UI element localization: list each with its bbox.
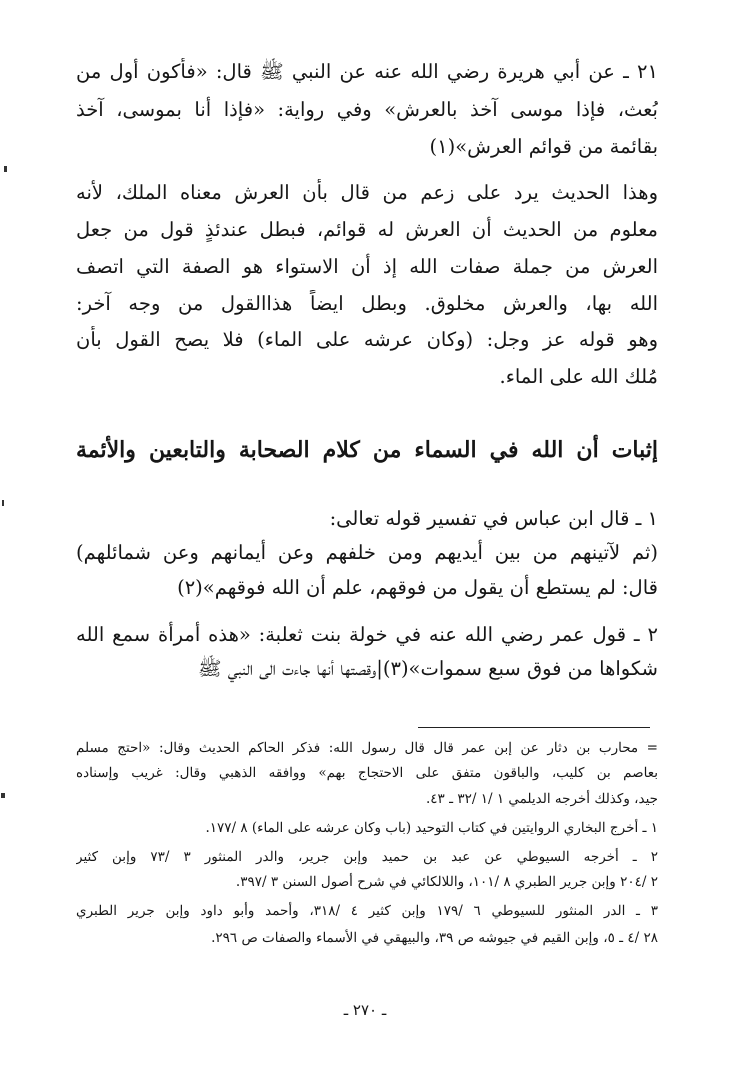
item1-line-2: (ثم لآتينهم من بين أيديهم ومن خلفهم وعن أيمانهم وعن شمائلهم) [76, 541, 658, 564]
footnote-line-8: ٢٨ /٤ ـ ٥، وإبن القيم في جيوشه ص ٣٩، والبيهقي في الأسماء والصفات ص ٢٩٦. [211, 930, 658, 946]
item2-line-2: شكواها من فوق سبع سموات»(٣)|وقصتها أنها جاءت الى النبي ﷺ [198, 657, 658, 680]
commentary-line-4: الله بها، والعرش مخلوق. وبطل ايضاً هذاالقول من وجه آخر: [76, 292, 658, 315]
footnote-line-5: ٢ ـ أخرجه السيوطي عن عبد بن حميد وإبن جرير، والدر المنثور ٣ /٧٣ وإبن كثير [76, 849, 658, 865]
commentary-line-6: مُلك الله على الماء. [499, 365, 658, 388]
section-heading: إثبات أن الله في السماء من كلام الصحابة والتابعين والأئمة [76, 437, 658, 463]
scan-mark [4, 166, 7, 172]
item1-line-3: قال: لم يستطع أن يقول من فوقهم، علم أن الله فوقهم»(٢) [177, 576, 658, 599]
commentary-line-1: وهذا الحديث يرد على زعم من قال بأن العرش معناه الملك، لأنه [76, 181, 658, 204]
scan-mark [2, 500, 4, 506]
scan-mark [1, 793, 5, 798]
hadith-line-1: ٢١ ـ عن أبي هريرة رضي الله عنه عن النبي ﷺ قال: «فأكون أول من [76, 60, 658, 83]
hadith-line-3: بقائمة من قوائم العرش»(١) [429, 135, 658, 158]
commentary-line-3: العرش من جملة صفات الله إذ أن الاستواء هو الصفة التي اتصف [76, 255, 658, 278]
page-number: ـ ٢٧٠ ـ [343, 1001, 387, 1019]
footnote-line-4: ١ ـ أخرج البخاري الروايتين في كتاب التوحيد (باب وكان عرشه على الماء) ٨ /١٧٧. [205, 820, 658, 836]
footnote-line-6: ٢ /٢٠٤ وإبن جرير الطبري ٨ /١٠١، واللالكائي في شرح أصول السنن ٣ /٣٩٧. [235, 874, 658, 890]
hadith-line-2: بُعث، فإذا موسى آخذ بالعرش» وفي رواية: «فإذا أنا بموسى، آخذ [76, 98, 658, 121]
footnote-line-7: ٣ ـ الدر المنثور للسيوطي ٦ /١٧٩ وإبن كثير ٤ /٣١٨، وأحمد وأبو داود وإبن جرير الطبري [76, 903, 658, 919]
footnote-line-3: جيد، وكذلك أخرجه الديلمي ١ /١ /٣٢ ـ ٤٣. [425, 791, 658, 807]
footnote-line-2: بعاصم بن كليب، والباقون متفق على الاحتجاج بهم» ووافقه الذهبي وقال: غريب وإسناده [76, 765, 658, 781]
item2-line-1: ٢ ـ قول عمر رضي الله عنه في خولة بنت ثعلبة: «هذه أمرأة سمع الله [76, 623, 658, 646]
item1-line-1: ١ ـ قال ابن عباس في تفسير قوله تعالى: [329, 507, 658, 530]
footnote-line-1: = محارب بن دثار عن إبن عمر قال قال رسول الله: فذكر الحاكم الحديث وقال: «احتج مسلم [76, 740, 658, 756]
commentary-line-5: وهو قوله عز وجل: (وكان عرشه على الماء) فلا يصح القول بأن [76, 328, 658, 351]
footnote-separator [418, 727, 650, 728]
commentary-line-2: معلوم من الحديث أن العرش له قوائم، فبطل عندئذٍ قول من جعل [76, 218, 658, 241]
